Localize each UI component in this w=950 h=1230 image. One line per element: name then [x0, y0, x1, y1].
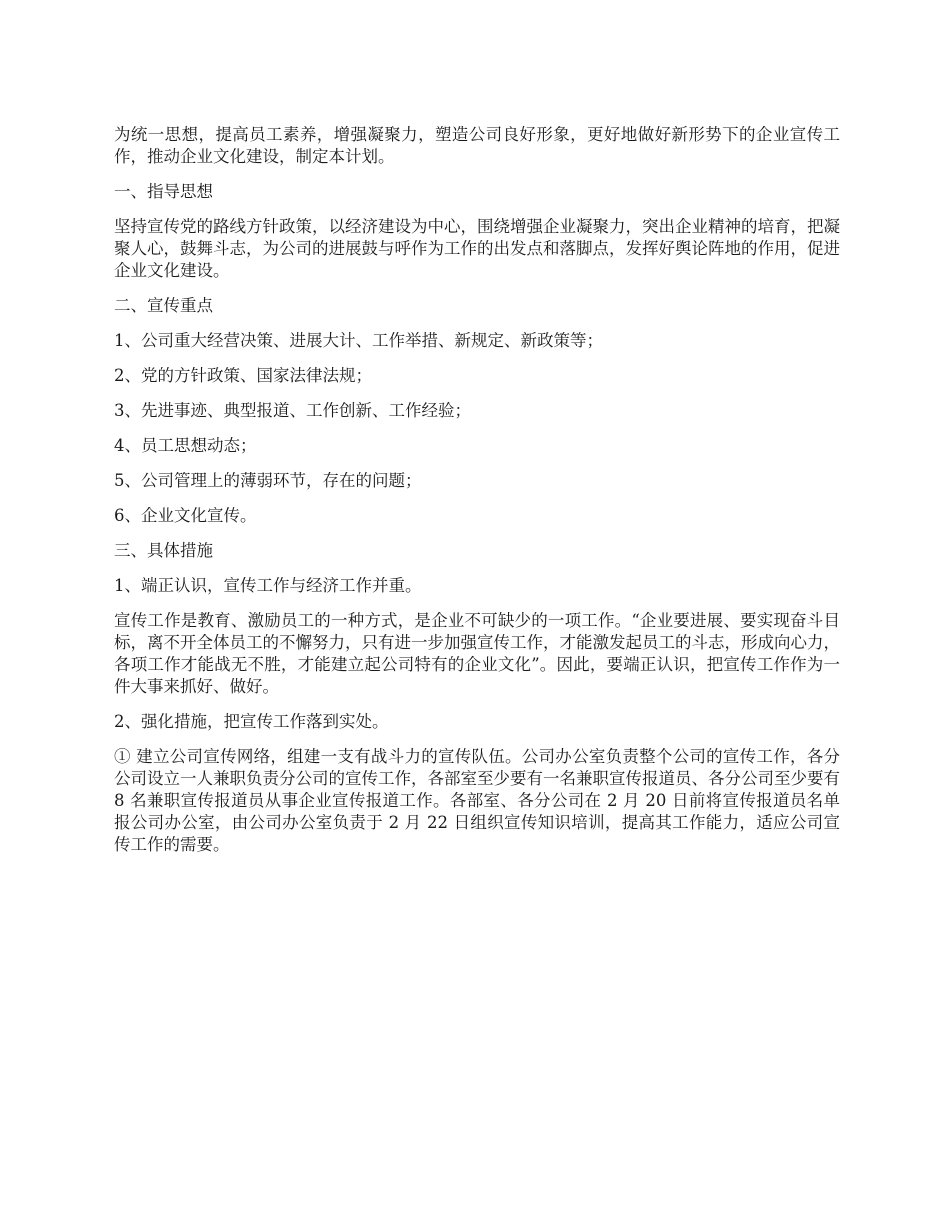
focus-item-3: 3、先进事迹、典型报道、工作创新、工作经验；: [114, 401, 471, 420]
focus-item-1: 1、公司重大经营决策、进展大计、工作举措、新规定、新政策等；: [114, 331, 603, 350]
section-1-body: 坚持宣传党的路线方针政策，以经济建设为中心，围绕增强企业凝聚力，突出企业精神的培育，把凝聚人心，鼓舞斗志，为公司的进展鼓与呼作为工作的出发点和落脚点，发挥好舆论阵地的作用，促进企业文化建设。: [114, 217, 840, 280]
section-3-heading: 三、具体措施: [114, 541, 213, 560]
focus-item-2: 2、党的方针政策、国家法律法规；: [114, 366, 372, 385]
focus-item-6: 6、企业文化宣传。: [114, 506, 257, 525]
section-1-heading: 一、指导思想: [114, 182, 213, 201]
measure-1-body: 宣传工作是教育、激励员工的一种方式，是企业不可缺少的一项工作。“企业要进展、要实现奋斗目标，离不开全体员工的不懈努力，只有进一步加强宣传工作，才能激发起员工的斗志，形成向心力，各项工作才能战无不胜，才能建立起公司特有的企业文化”。因此，要端正认识，把宣传工作作为一件大事来抓好、做好。: [114, 611, 840, 696]
intro-paragraph: 为统一思想，提高员工素养，增强凝聚力，塑造公司良好形象，更好地做好新形势下的企业宣传工作，推动企业文化建设，制定本计划。: [114, 125, 840, 166]
measure-2-body: ① 建立公司宣传网络，组建一支有战斗力的宣传队伍。公司办公室负责整个公司的宣传工作，各分公司设立一人兼职负责分公司的宣传工作，各部室至少要有一名兼职宣传报道员、各分公司至少要有 8 名兼职宣传报道员从事企业宣传报道工作。各部室、各分公司在 2 月 20 日前将宣传报道员名单报公司办公室，由公司办公室负责于 2 月 22 日组织宣传知识培训，提高其工作能力，适应公司宣传工作的需要。: [114, 747, 840, 854]
measure-2-title: 2、强化措施，把宣传工作落到实处。: [114, 712, 389, 731]
document-page: [114, 124, 840, 869]
focus-item-4: 4、员工思想动态；: [114, 436, 257, 455]
section-2-heading: 二、宣传重点: [114, 296, 213, 315]
measure-1-title: 1、端正认识，宣传工作与经济工作并重。: [114, 576, 422, 595]
focus-item-5: 5、公司管理上的薄弱环节，存在的问题；: [114, 471, 422, 490]
